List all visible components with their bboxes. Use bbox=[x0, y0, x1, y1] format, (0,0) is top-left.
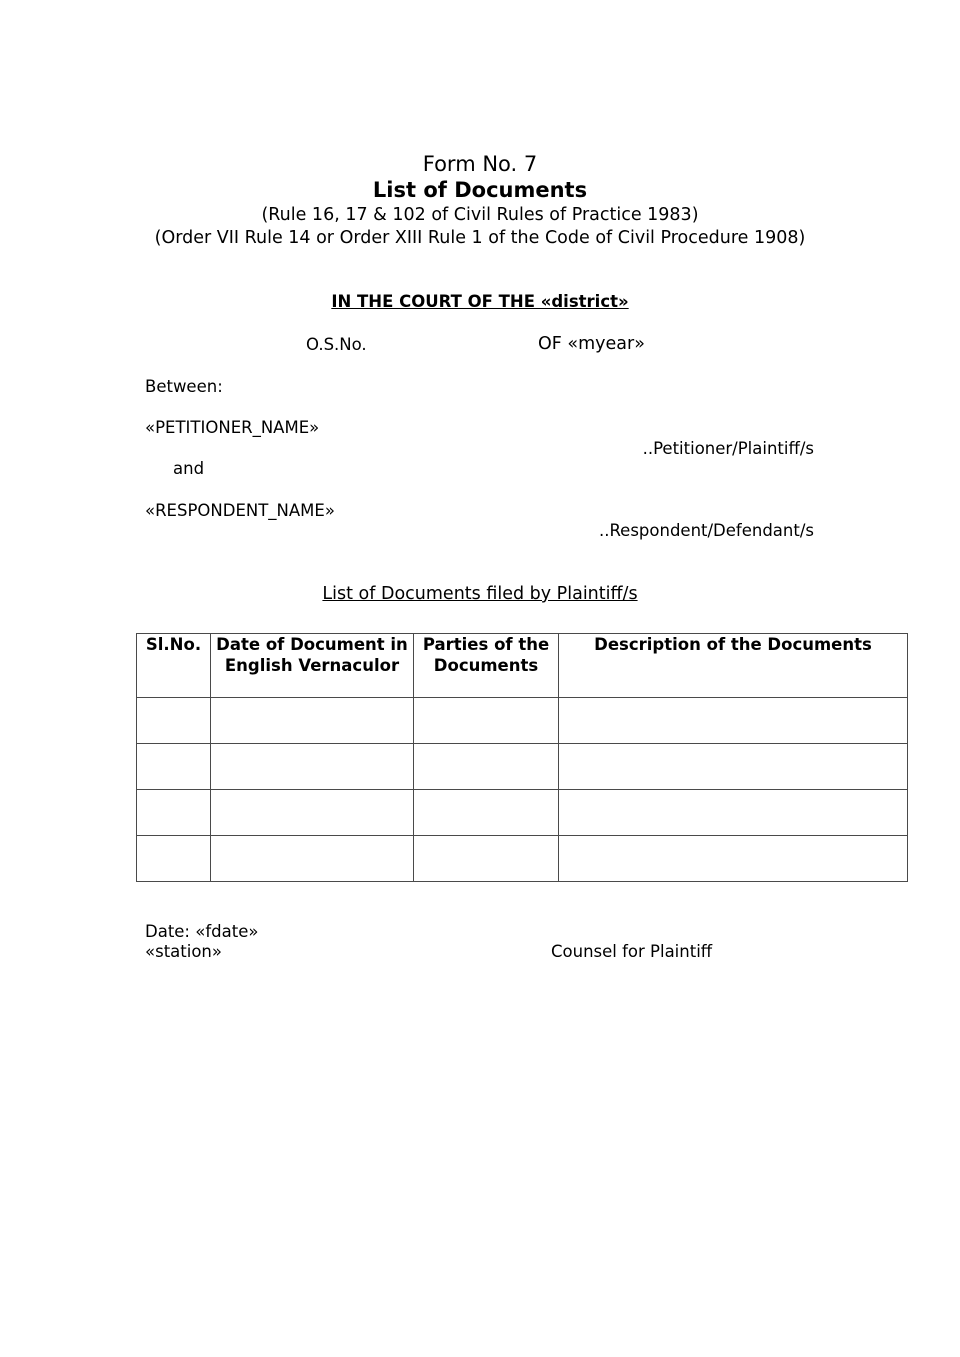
table-cell bbox=[559, 698, 908, 744]
list-heading: List of Documents filed by Plaintiff/s bbox=[322, 584, 638, 604]
and-label: and bbox=[173, 459, 205, 478]
table-cell bbox=[559, 836, 908, 882]
documents-table bbox=[136, 633, 908, 882]
order-reference: (Order VII Rule 14 or Order XIII Rule 1 of the Code of Civil Procedure 1908) bbox=[154, 228, 806, 248]
petitioner-role: ..Petitioner/Plaintiff/s bbox=[642, 439, 814, 458]
table-row bbox=[137, 698, 908, 744]
column-header-description: Description of the Documents bbox=[559, 634, 908, 698]
table-cell bbox=[414, 836, 559, 882]
table-cell bbox=[211, 836, 414, 882]
column-header-parties: Parties of the Documents bbox=[414, 634, 559, 698]
document-title: List of Documents bbox=[372, 178, 588, 202]
between-label: Between: bbox=[145, 377, 223, 396]
table-cell bbox=[211, 790, 414, 836]
table-cell bbox=[414, 790, 559, 836]
table-cell bbox=[211, 698, 414, 744]
table-cell bbox=[211, 744, 414, 790]
table-row bbox=[137, 744, 908, 790]
table-header-row bbox=[137, 634, 908, 698]
table-cell bbox=[559, 744, 908, 790]
table-row bbox=[137, 790, 908, 836]
table-cell bbox=[137, 790, 211, 836]
form-number: Form No. 7 bbox=[422, 152, 538, 176]
os-number-label: O.S.No. bbox=[306, 335, 367, 354]
table-cell bbox=[137, 836, 211, 882]
filing-date: Date: «fdate» bbox=[145, 922, 259, 941]
table-row bbox=[137, 836, 908, 882]
column-header-sl-no: Sl.No. bbox=[137, 634, 211, 698]
column-header-date: Date of Document in English Vernaculor bbox=[211, 634, 414, 698]
table-cell bbox=[559, 790, 908, 836]
table-cell bbox=[137, 744, 211, 790]
respondent-name: «RESPONDENT_NAME» bbox=[145, 501, 335, 520]
petitioner-name: «PETITIONER_NAME» bbox=[145, 418, 320, 437]
court-heading: IN THE COURT OF THE «district» bbox=[331, 292, 629, 311]
table-cell bbox=[414, 744, 559, 790]
counsel-signature-label: Counsel for Plaintiff bbox=[551, 942, 713, 961]
respondent-role: ..Respondent/Defendant/s bbox=[598, 521, 814, 540]
case-year: OF «myear» bbox=[538, 334, 645, 354]
table-cell bbox=[137, 698, 211, 744]
rule-reference: (Rule 16, 17 & 102 of Civil Rules of Practice 1983) bbox=[261, 205, 699, 225]
station: «station» bbox=[145, 942, 222, 961]
table-cell bbox=[414, 698, 559, 744]
